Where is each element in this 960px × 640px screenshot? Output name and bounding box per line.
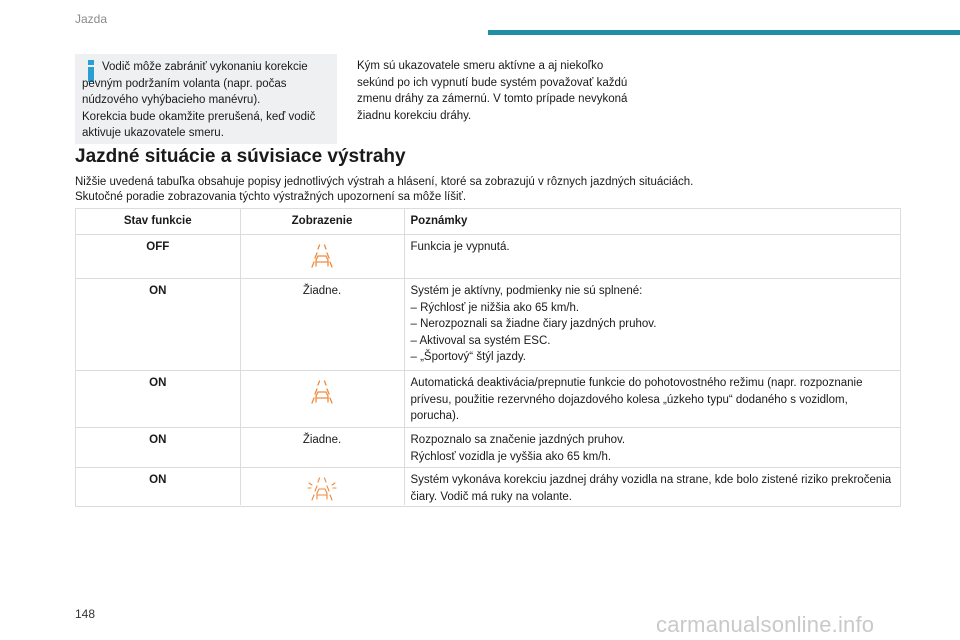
info-text — [82, 59, 334, 142]
cell-state: ON — [76, 371, 240, 428]
cell-state: OFF — [76, 235, 240, 279]
alerts-table — [75, 208, 901, 507]
page-number: 148 — [75, 607, 96, 621]
cell-display — [240, 468, 404, 506]
column-header-state: Stav funkcie — [76, 209, 240, 235]
turn-signal-paragraph: Kým sú ukazovatele smeru aktívne a aj niekoľko sekúnd po ich vypnutí bude systém považovať každú zmenu dráhy za zámernú. V tomto prípade nevykoná žiadnu korekciu dráhy. — [357, 60, 628, 122]
table-row — [76, 235, 900, 279]
note-line: Rozpoznalo sa značenie jazdných pruhov. — [410, 434, 626, 446]
cell-display — [240, 235, 404, 279]
cell-state: ON — [76, 279, 240, 371]
header-section-title: Jazda — [75, 12, 108, 26]
cell-notes — [404, 235, 900, 279]
note-list-item: – Aktivoval sa systém ESC. — [410, 334, 551, 347]
table-row — [76, 428, 900, 468]
note-line: Rýchlosť vozidla je vyššia ako 65 km/h. — [410, 450, 612, 463]
cell-display: Žiadne. — [240, 428, 404, 468]
note-list-item: – Rýchlosť je nižšia ako 65 km/h. — [410, 301, 580, 314]
cell-display: Žiadne. — [240, 279, 404, 371]
note-list-item: – Nerozpoznali sa žiadne čiary jazdných pruhov. — [410, 318, 657, 330]
note-list-item: – „Športový“ štýl jazdy. — [410, 351, 526, 363]
intro-line-2: Skutočné poradie zobrazovania týchto výstražných upozornení sa môže líšiť. — [75, 191, 467, 203]
note-line: Automatická deaktivácia/prepnutie funkcie do pohotovostného režimu (napr. rozpoznanie prívesu, použitie rezervného dojazdového kolesa „úzkeho typu“ dodaného s vozidlom, porucha). — [410, 377, 863, 422]
cell-notes — [404, 371, 900, 428]
intro-line-1: Nižšie uvedená tabuľka obsahuje popisy jednotlivých výstrah a hlásení, ktoré sa zobrazujú v rôznych jazdných situáciách. — [75, 176, 694, 188]
note-line: Systém je aktívny, podmienky nie sú splnené: — [410, 285, 643, 297]
column-header-notes: Poznámky — [404, 209, 900, 235]
lane-keep-correcting-icon — [307, 474, 337, 504]
lane-keep-off-icon — [307, 241, 337, 271]
table-row — [76, 371, 900, 428]
note-line: Systém vykonáva korekciu jazdnej dráhy vozidla na strane, kde bolo zistené riziko prekročenia čiary. Vodič má ruky na volante. — [410, 474, 892, 503]
watermark: carmanualsonline.info — [656, 612, 875, 637]
table-row — [76, 279, 900, 371]
cell-state: ON — [76, 428, 240, 468]
table-row — [76, 468, 900, 506]
cell-notes — [404, 279, 900, 371]
cell-state: ON — [149, 474, 167, 486]
note-line: Funkcia je vypnutá. — [410, 241, 510, 253]
info-paragraph-1: Vodič môže zabrániť vykonaniu korekcie pevným podržaním volanta (napr. počas núdzového vyhýbacieho manévru). — [82, 61, 308, 106]
cell-notes — [404, 428, 900, 468]
info-box — [75, 54, 337, 144]
intro-text — [75, 175, 895, 205]
info-paragraph-2: Korekcia bude okamžite prerušená, keď vodič aktivuje ukazovatele smeru. — [82, 110, 316, 139]
cell-display — [240, 371, 404, 428]
header-accent-bar — [488, 30, 960, 35]
lane-keep-standby-icon — [307, 377, 337, 407]
column-header-display: Zobrazenie — [240, 209, 404, 235]
section-title: Jazdné situácie a súvisiace výstrahy — [75, 146, 406, 167]
cell-notes — [404, 468, 900, 506]
table-header-row — [76, 209, 900, 235]
